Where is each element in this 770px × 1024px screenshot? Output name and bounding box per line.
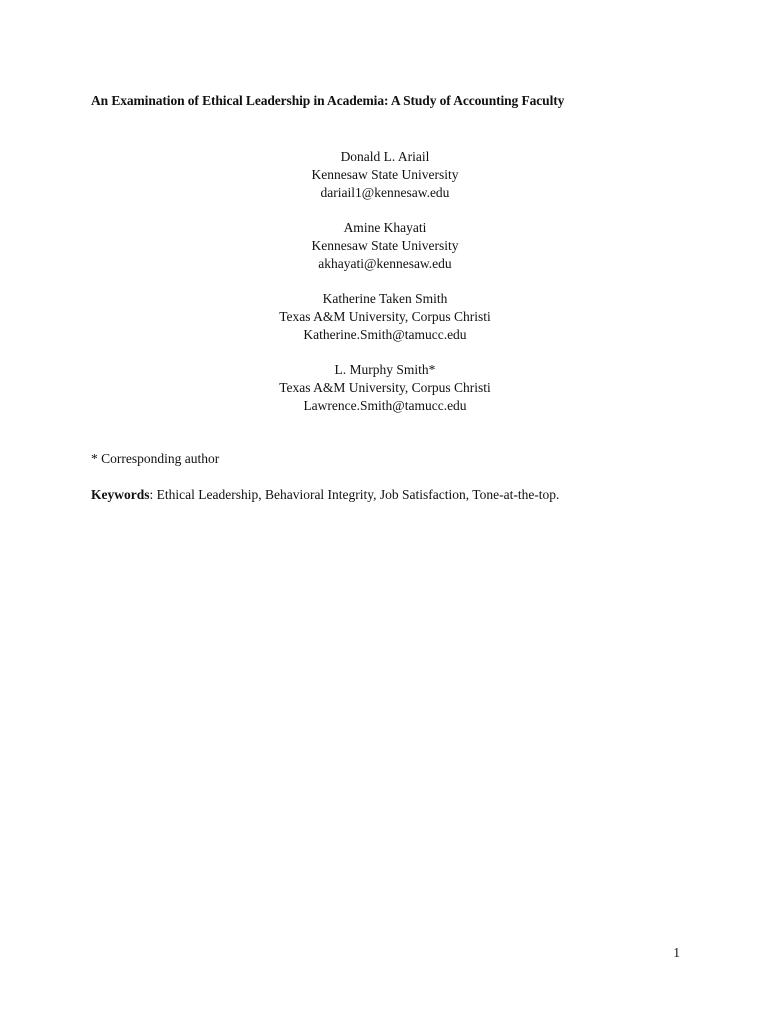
author-block (0, 219, 770, 273)
author-block (0, 290, 770, 344)
keywords-line (91, 487, 559, 503)
keywords-label: Keywords (91, 487, 150, 502)
author-affiliation: Kennesaw State University (311, 238, 459, 253)
author-email: Lawrence.Smith@tamucc.edu (303, 398, 467, 413)
author-list (0, 148, 770, 432)
author-email: akhayati@kennesaw.edu (318, 256, 452, 271)
author-name: Amine Khayati (343, 220, 427, 235)
paper-title: An Examination of Ethical Leadership in Academia: A Study of Accounting Faculty (91, 93, 565, 108)
corresponding-author-note: * Corresponding author (91, 451, 220, 466)
author-name: Donald L. Ariail (340, 149, 430, 164)
author-email: Katherine.Smith@tamucc.edu (303, 327, 467, 342)
author-block (0, 361, 770, 415)
author-affiliation: Kennesaw State University (311, 167, 459, 182)
author-block (0, 148, 770, 202)
keywords-text: : Ethical Leadership, Behavioral Integrity, Job Satisfaction, Tone-at-the-top. (149, 487, 560, 502)
author-affiliation: Texas A&M University, Corpus Christi (279, 309, 491, 324)
author-email: dariail1@kennesaw.edu (320, 185, 450, 200)
page-number: 1 (673, 945, 680, 960)
author-name: L. Murphy Smith* (334, 362, 436, 377)
author-name: Katherine Taken Smith (322, 291, 448, 306)
author-affiliation: Texas A&M University, Corpus Christi (279, 380, 491, 395)
